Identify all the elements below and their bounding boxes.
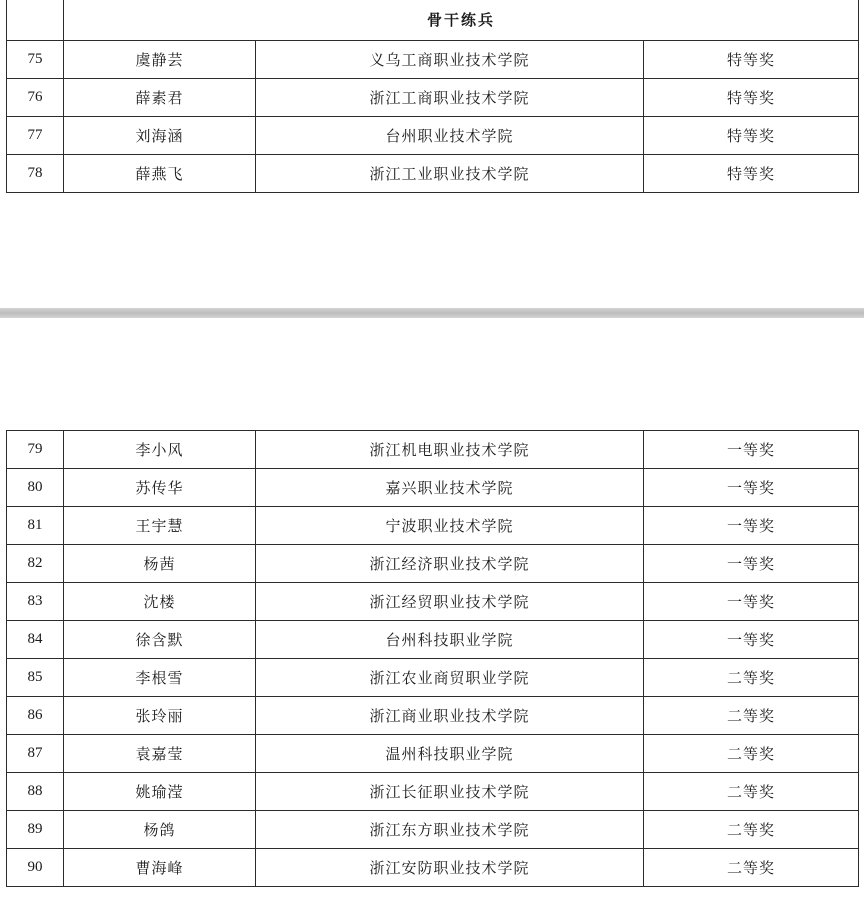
- table-row: [7, 811, 859, 849]
- table-row: [7, 735, 859, 773]
- document-page-top: [0, 0, 864, 308]
- row-number: 76: [7, 79, 64, 117]
- row-number: 83: [7, 583, 64, 621]
- table-row: [7, 155, 859, 193]
- award-level: 特等奖: [644, 155, 859, 193]
- table-row: [7, 697, 859, 735]
- row-number: 78: [7, 155, 64, 193]
- award-level: 二等奖: [644, 773, 859, 811]
- school-name: 浙江长征职业技术学院: [256, 773, 644, 811]
- winner-name: 王宇慧: [64, 507, 256, 545]
- school-name: 浙江机电职业技术学院: [256, 431, 644, 469]
- school-name: 浙江工商职业技术学院: [256, 79, 644, 117]
- winner-name: 张玲丽: [64, 697, 256, 735]
- table-row: [7, 41, 859, 79]
- school-name: 浙江商业职业技术学院: [256, 697, 644, 735]
- winner-name: 李小风: [64, 431, 256, 469]
- award-level: 特等奖: [644, 41, 859, 79]
- table-row: [7, 117, 859, 155]
- row-number: 82: [7, 545, 64, 583]
- school-name: 温州科技职业学院: [256, 735, 644, 773]
- award-level: 二等奖: [644, 811, 859, 849]
- table-row: [7, 659, 859, 697]
- school-name: 台州科技职业学院: [256, 621, 644, 659]
- school-name: 浙江安防职业技术学院: [256, 849, 644, 887]
- table-row: [7, 507, 859, 545]
- winner-name: 杨鸽: [64, 811, 256, 849]
- award-level: 特等奖: [644, 79, 859, 117]
- school-name: 浙江东方职业技术学院: [256, 811, 644, 849]
- row-number: 89: [7, 811, 64, 849]
- row-number: 85: [7, 659, 64, 697]
- row-number: 87: [7, 735, 64, 773]
- school-name: 浙江工业职业技术学院: [256, 155, 644, 193]
- award-table-top: [6, 0, 859, 193]
- winner-name: 曹海峰: [64, 849, 256, 887]
- section-header-row: [7, 0, 859, 41]
- table-row: [7, 431, 859, 469]
- award-level: 一等奖: [644, 545, 859, 583]
- award-table-bottom: [6, 430, 859, 887]
- table-row: [7, 849, 859, 887]
- section-title: 骨干练兵: [64, 0, 859, 41]
- award-level: 二等奖: [644, 697, 859, 735]
- winner-name: 徐含默: [64, 621, 256, 659]
- school-name: 浙江农业商贸职业学院: [256, 659, 644, 697]
- winner-name: 杨茜: [64, 545, 256, 583]
- winner-name: 刘海涵: [64, 117, 256, 155]
- award-level: 一等奖: [644, 583, 859, 621]
- winner-name: 姚瑜滢: [64, 773, 256, 811]
- table-row: [7, 621, 859, 659]
- section-header-blank: [7, 0, 64, 41]
- winner-name: 袁嘉莹: [64, 735, 256, 773]
- winner-name: 薛燕飞: [64, 155, 256, 193]
- row-number: 81: [7, 507, 64, 545]
- table-row: [7, 583, 859, 621]
- award-level: 特等奖: [644, 117, 859, 155]
- school-name: 浙江经济职业技术学院: [256, 545, 644, 583]
- school-name: 台州职业技术学院: [256, 117, 644, 155]
- award-level: 二等奖: [644, 735, 859, 773]
- winner-name: 沈楼: [64, 583, 256, 621]
- document-page-bottom: [0, 318, 864, 897]
- school-name: 浙江经贸职业技术学院: [256, 583, 644, 621]
- table-row: [7, 79, 859, 117]
- school-name: 宁波职业技术学院: [256, 507, 644, 545]
- row-number: 75: [7, 41, 64, 79]
- winner-name: 虞静芸: [64, 41, 256, 79]
- winner-name: 李根雪: [64, 659, 256, 697]
- row-number: 86: [7, 697, 64, 735]
- award-level: 一等奖: [644, 431, 859, 469]
- row-number: 84: [7, 621, 64, 659]
- table-row: [7, 545, 859, 583]
- award-level: 二等奖: [644, 659, 859, 697]
- school-name: 嘉兴职业技术学院: [256, 469, 644, 507]
- table-row: [7, 773, 859, 811]
- award-level: 一等奖: [644, 469, 859, 507]
- row-number: 80: [7, 469, 64, 507]
- table-row: [7, 469, 859, 507]
- award-level: 二等奖: [644, 849, 859, 887]
- school-name: 义乌工商职业技术学院: [256, 41, 644, 79]
- page-separator: [0, 308, 864, 318]
- row-number: 88: [7, 773, 64, 811]
- row-number: 77: [7, 117, 64, 155]
- award-level: 一等奖: [644, 621, 859, 659]
- winner-name: 薛素君: [64, 79, 256, 117]
- row-number: 90: [7, 849, 64, 887]
- row-number: 79: [7, 431, 64, 469]
- winner-name: 苏传华: [64, 469, 256, 507]
- award-level: 一等奖: [644, 507, 859, 545]
